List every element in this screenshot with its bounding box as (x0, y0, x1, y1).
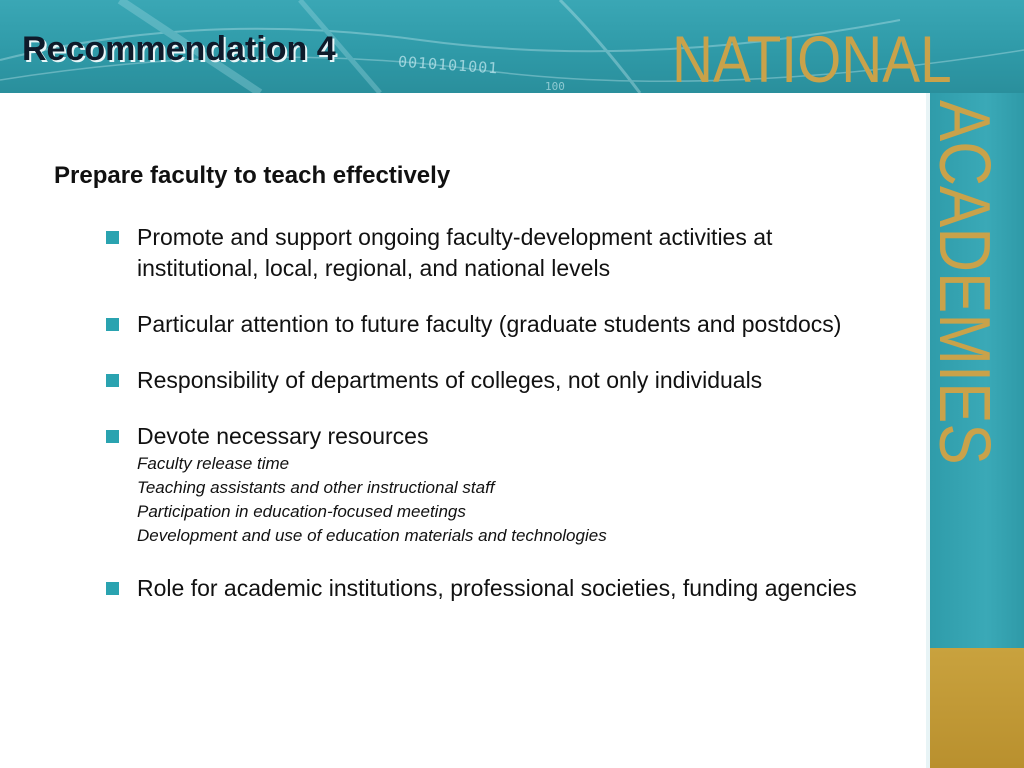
bullet-text: Devote necessary resources (137, 423, 429, 449)
bullet-item (104, 222, 864, 284)
header-banner (0, 0, 1024, 93)
brand-national-logo: NATIONAL (672, 22, 952, 93)
banner-binary-text-2: 100 (545, 80, 565, 93)
bullet-item (104, 309, 864, 340)
bullet-item (104, 573, 864, 604)
bullet-list (104, 222, 864, 604)
square-bullet-icon (106, 430, 119, 443)
bullet-item (104, 421, 864, 548)
bullet-text: Role for academic institutions, professional societies, funding agencies (137, 575, 857, 601)
sub-item: Faculty release time (137, 454, 290, 473)
square-bullet-icon (106, 374, 119, 387)
bullet-item (104, 365, 864, 396)
sub-item: Participation in education-focused meetings (137, 502, 466, 521)
slide-title: Recommendation 4 (22, 30, 336, 68)
sub-item: Teaching assistants and other instructional staff (137, 478, 495, 497)
brand-academies-logo: ACADEMIES (924, 100, 1004, 465)
right-column-gold (930, 648, 1024, 768)
sub-item: Development and use of education materials and technologies (137, 526, 607, 545)
square-bullet-icon (106, 318, 119, 331)
sub-item-list (137, 452, 864, 548)
bullet-text: Particular attention to future faculty (graduate students and postdocs) (137, 311, 842, 337)
bullet-text: Responsibility of departments of colleges, not only individuals (137, 367, 763, 393)
banner-binary-text: 0010101001 (397, 52, 499, 78)
square-bullet-icon (106, 582, 119, 595)
bullet-text: Promote and support ongoing faculty-development activities at institutional, local, regional, and national levels (137, 224, 773, 281)
slide-subtitle: Prepare faculty to teach effectively (54, 162, 451, 189)
square-bullet-icon (106, 231, 119, 244)
